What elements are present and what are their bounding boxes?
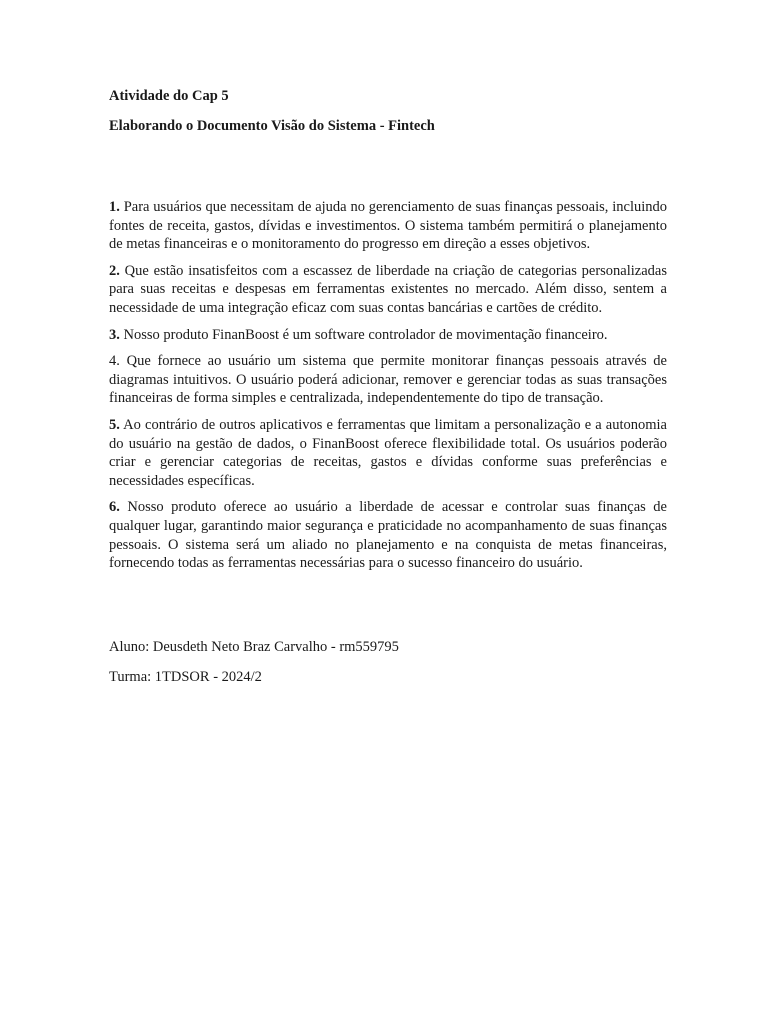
paragraph-text: Que estão insatisfeitos com a escassez de liberdade na criação de categorias personalizadas para suas receitas e despesas em ferramentas existentes no mercado. Além disso, sentem a necessidade de uma integração eficaz com suas contas bancárias e cartões de crédito. — [109, 262, 667, 316]
paragraph-list — [109, 198, 667, 573]
paragraph-3 — [109, 326, 667, 345]
paragraph-text: Nosso produto oferece ao usuário a liberdade de acessar e controlar suas finanças de qualquer lugar, garantindo maior segurança e praticidade no acompanhamento de suas finanças pessoais. O sistema será um aliado no planejamento e na conquista de metas financeiras, fornecendo todas as ferramentas necessárias para o sucesso financeiro do usuário. — [109, 499, 667, 572]
document-content — [109, 86, 667, 697]
paragraph-4 — [109, 352, 667, 408]
document-title: Atividade do Cap 5 — [109, 88, 229, 104]
paragraph-text: Nosso produto FinanBoost é um software controlador de movimentação financeiro. — [119, 326, 608, 343]
paragraph-6 — [109, 498, 667, 572]
paragraph-number: 6. — [109, 499, 120, 516]
paragraph-5 — [109, 416, 667, 490]
paragraph-number: 4. — [109, 353, 120, 370]
paragraph-2 — [109, 262, 667, 318]
document-subtitle: Elaborando o Documento Visão do Sistema - Fintech — [109, 118, 435, 134]
paragraph-text: Que fornece ao usuário um sistema que permite monitorar finanças pessoais através de diagramas intuitivos. O usuário poderá adicionar, remover e gerenciar todas as suas transações financeiras de forma simples e centralizada, independentemente do tipo de transação. — [109, 353, 667, 407]
paragraph-number: 5. — [109, 416, 120, 433]
student-name: Aluno: Deusdeth Neto Braz Carvalho - rm559795 — [109, 638, 399, 655]
paragraph-number: 1. — [109, 199, 120, 215]
document-footer — [109, 637, 667, 687]
paragraph-number: 2. — [109, 262, 120, 279]
paragraph-text: Ao contrário de outros aplicativos e ferramentas que limitam a personalização e a autonomia do usuário na gestão de dados, o FinanBoost oferece flexibilidade total. Os usuários poderão criar e gerenciar categorias de receitas, gastos e dívidas conforme suas preferências e necessidades específicas. — [109, 416, 667, 489]
paragraph-text: Para usuários que necessitam de ajuda no gerenciamento de suas finanças pessoais, incluindo fontes de receita, gastos, dívidas e investimentos. O sistema também permitirá o planejamento de metas financeiras e o monitoramento do progresso em direção a esses objetivos. — [109, 199, 667, 253]
paragraph-1 — [109, 198, 667, 254]
paragraph-number: 3. — [109, 326, 120, 343]
class-info: Turma: 1TDSOR - 2024/2 — [109, 668, 262, 685]
